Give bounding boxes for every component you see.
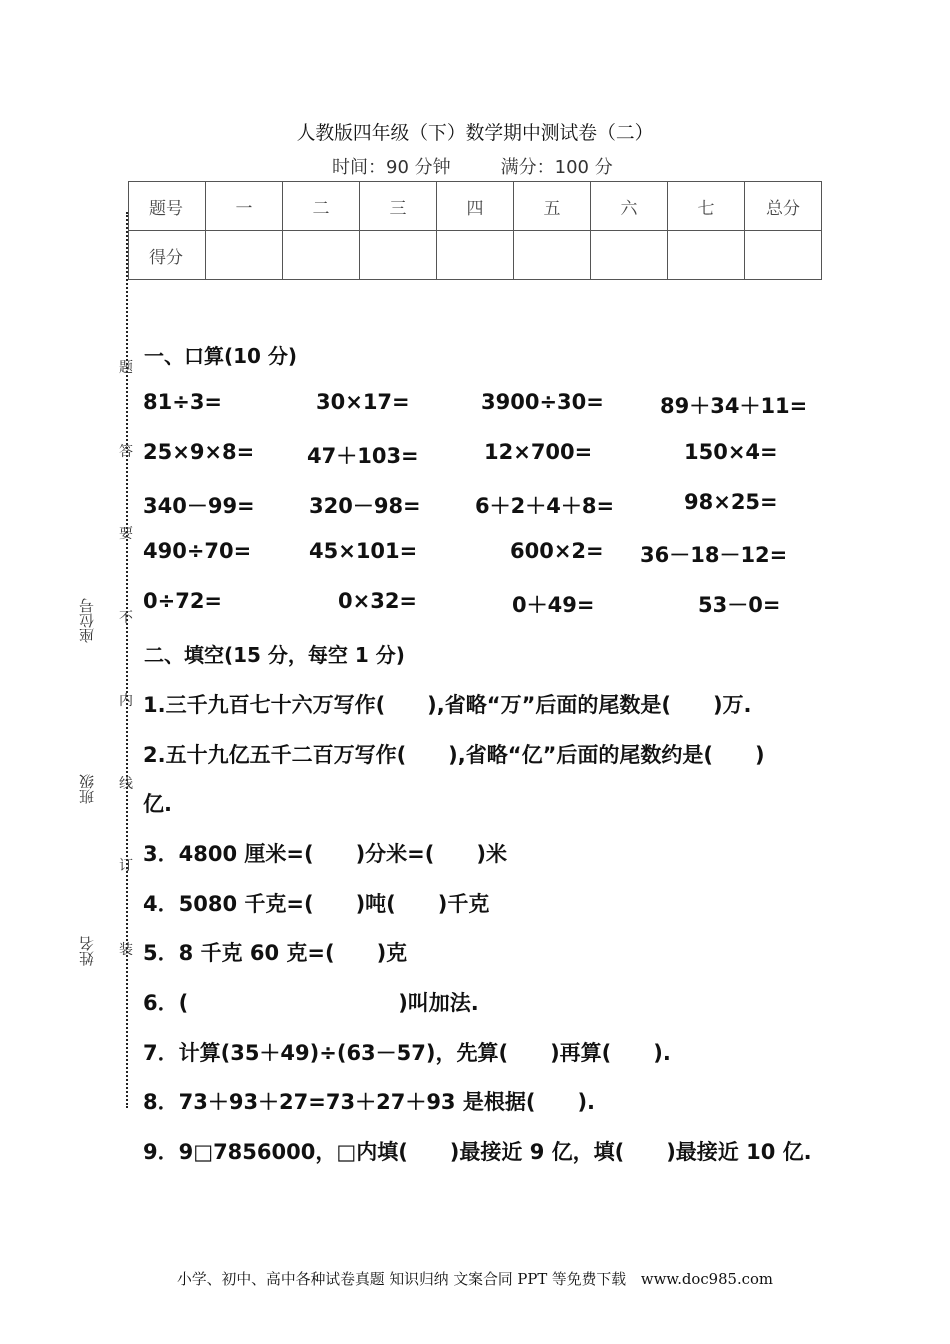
oral-calc-item: 340－99= — [143, 494, 255, 518]
score-input-cell[interactable] — [283, 231, 360, 280]
fill-blank-item: 7．计算(35＋49)÷(63－57)，先算( )再算( ). — [143, 1041, 671, 1065]
binding-char: 装 — [119, 942, 133, 958]
exam-time: 时间：90 分钟 — [332, 157, 451, 178]
fill-blank-item: 4．5080 千克=( )吨( )千克 — [143, 892, 490, 916]
oral-calc-item: 47＋103= — [307, 444, 419, 468]
fill-blank-item: 2.五十九亿五千二百万写作( ),省略“亿”后面的尾数约是( ) — [143, 743, 765, 767]
binding-char: 线 — [119, 776, 133, 792]
exam-full-score: 满分：100 分 — [500, 157, 613, 178]
oral-calc-item: 490÷70= — [143, 539, 252, 563]
oral-calc-item: 81÷3= — [143, 390, 223, 414]
fill-blank-item: 5．8 千克 60 克=( )克 — [143, 941, 408, 965]
score-table-score-row — [129, 231, 822, 280]
class-label: 班级 — [78, 774, 96, 804]
fill-blank-item: 3．4800 厘米=( )分米=( )米 — [143, 842, 507, 866]
score-table-cell: 总分 — [745, 182, 822, 231]
binding-char: 答 — [119, 444, 133, 460]
score-input-cell[interactable] — [591, 231, 668, 280]
score-input-cell[interactable] — [206, 231, 283, 280]
oral-calc-item: 600×2= — [510, 539, 604, 563]
score-label-cell: 得分 — [129, 231, 206, 280]
score-table-cell: 六 — [591, 182, 668, 231]
fill-blank-item: 6．( )叫加法. — [143, 991, 479, 1015]
binding-dotted-line — [126, 212, 128, 1108]
oral-calc-item: 6＋2＋4＋8= — [475, 494, 615, 518]
binding-char: 题 — [119, 360, 133, 376]
oral-calc-item: 45×101= — [309, 539, 418, 563]
oral-calc-item: 320－98= — [309, 494, 421, 518]
binding-char: 不 — [119, 610, 133, 626]
score-table-header-row — [129, 182, 822, 231]
score-input-cell[interactable] — [437, 231, 514, 280]
section1-heading: 一、口算(10 分) — [144, 344, 298, 368]
score-table-cell: 三 — [360, 182, 437, 231]
score-table-cell: 五 — [514, 182, 591, 231]
score-input-cell[interactable] — [360, 231, 437, 280]
oral-calc-item: 25×9×8= — [143, 440, 255, 464]
oral-calc-item: 3900÷30= — [481, 390, 604, 414]
section2-heading: 二、填空(15 分，每空 1 分) — [144, 643, 405, 667]
score-table-cell: 七 — [668, 182, 745, 231]
seat-number-label: 座位号 — [78, 598, 96, 643]
score-input-cell[interactable] — [668, 231, 745, 280]
name-label: 姓名 — [78, 936, 96, 966]
oral-calc-item: 98×25= — [684, 490, 778, 514]
oral-calc-item: 36－18－12= — [640, 543, 788, 567]
exam-title: 人教版四年级（下）数学期中测试卷（二） — [296, 123, 654, 144]
binding-char: 订 — [119, 858, 133, 874]
oral-calc-item: 89＋34＋11= — [660, 394, 808, 418]
score-table — [128, 181, 822, 280]
score-table-cell: 一 — [206, 182, 283, 231]
fill-blank-item: 9．9□7856000，□内填( )最接近 9 亿，填( )最接近 10 亿. — [143, 1140, 812, 1164]
score-table-cell: 题号 — [129, 182, 206, 231]
oral-calc-item: 30×17= — [316, 390, 410, 414]
score-input-cell[interactable] — [745, 231, 822, 280]
oral-calc-item: 150×4= — [684, 440, 778, 464]
footer-text: 小学、初中、高中各种试卷真题 知识归纳 文案合同 PPT 等免费下载 www.doc985.com — [177, 1271, 773, 1288]
fill-blank-item: 8．73＋93＋27=73＋27＋93 是根据( ). — [143, 1090, 596, 1114]
score-input-cell[interactable] — [514, 231, 591, 280]
oral-calc-item: 0÷72= — [143, 589, 223, 613]
oral-calc-item: 53－0= — [698, 593, 781, 617]
score-table-cell: 二 — [283, 182, 360, 231]
binding-char: 内 — [119, 693, 133, 709]
oral-calc-item: 0×32= — [338, 589, 418, 613]
fill-blank-item: 亿. — [143, 792, 172, 816]
oral-calc-item: 0＋49= — [512, 593, 595, 617]
fill-blank-item: 1.三千九百七十六万写作( ),省略“万”后面的尾数是( )万. — [143, 693, 752, 717]
binding-char: 要 — [119, 526, 133, 542]
score-table-cell: 四 — [437, 182, 514, 231]
exam-info — [332, 153, 613, 179]
oral-calc-item: 12×700= — [484, 440, 593, 464]
